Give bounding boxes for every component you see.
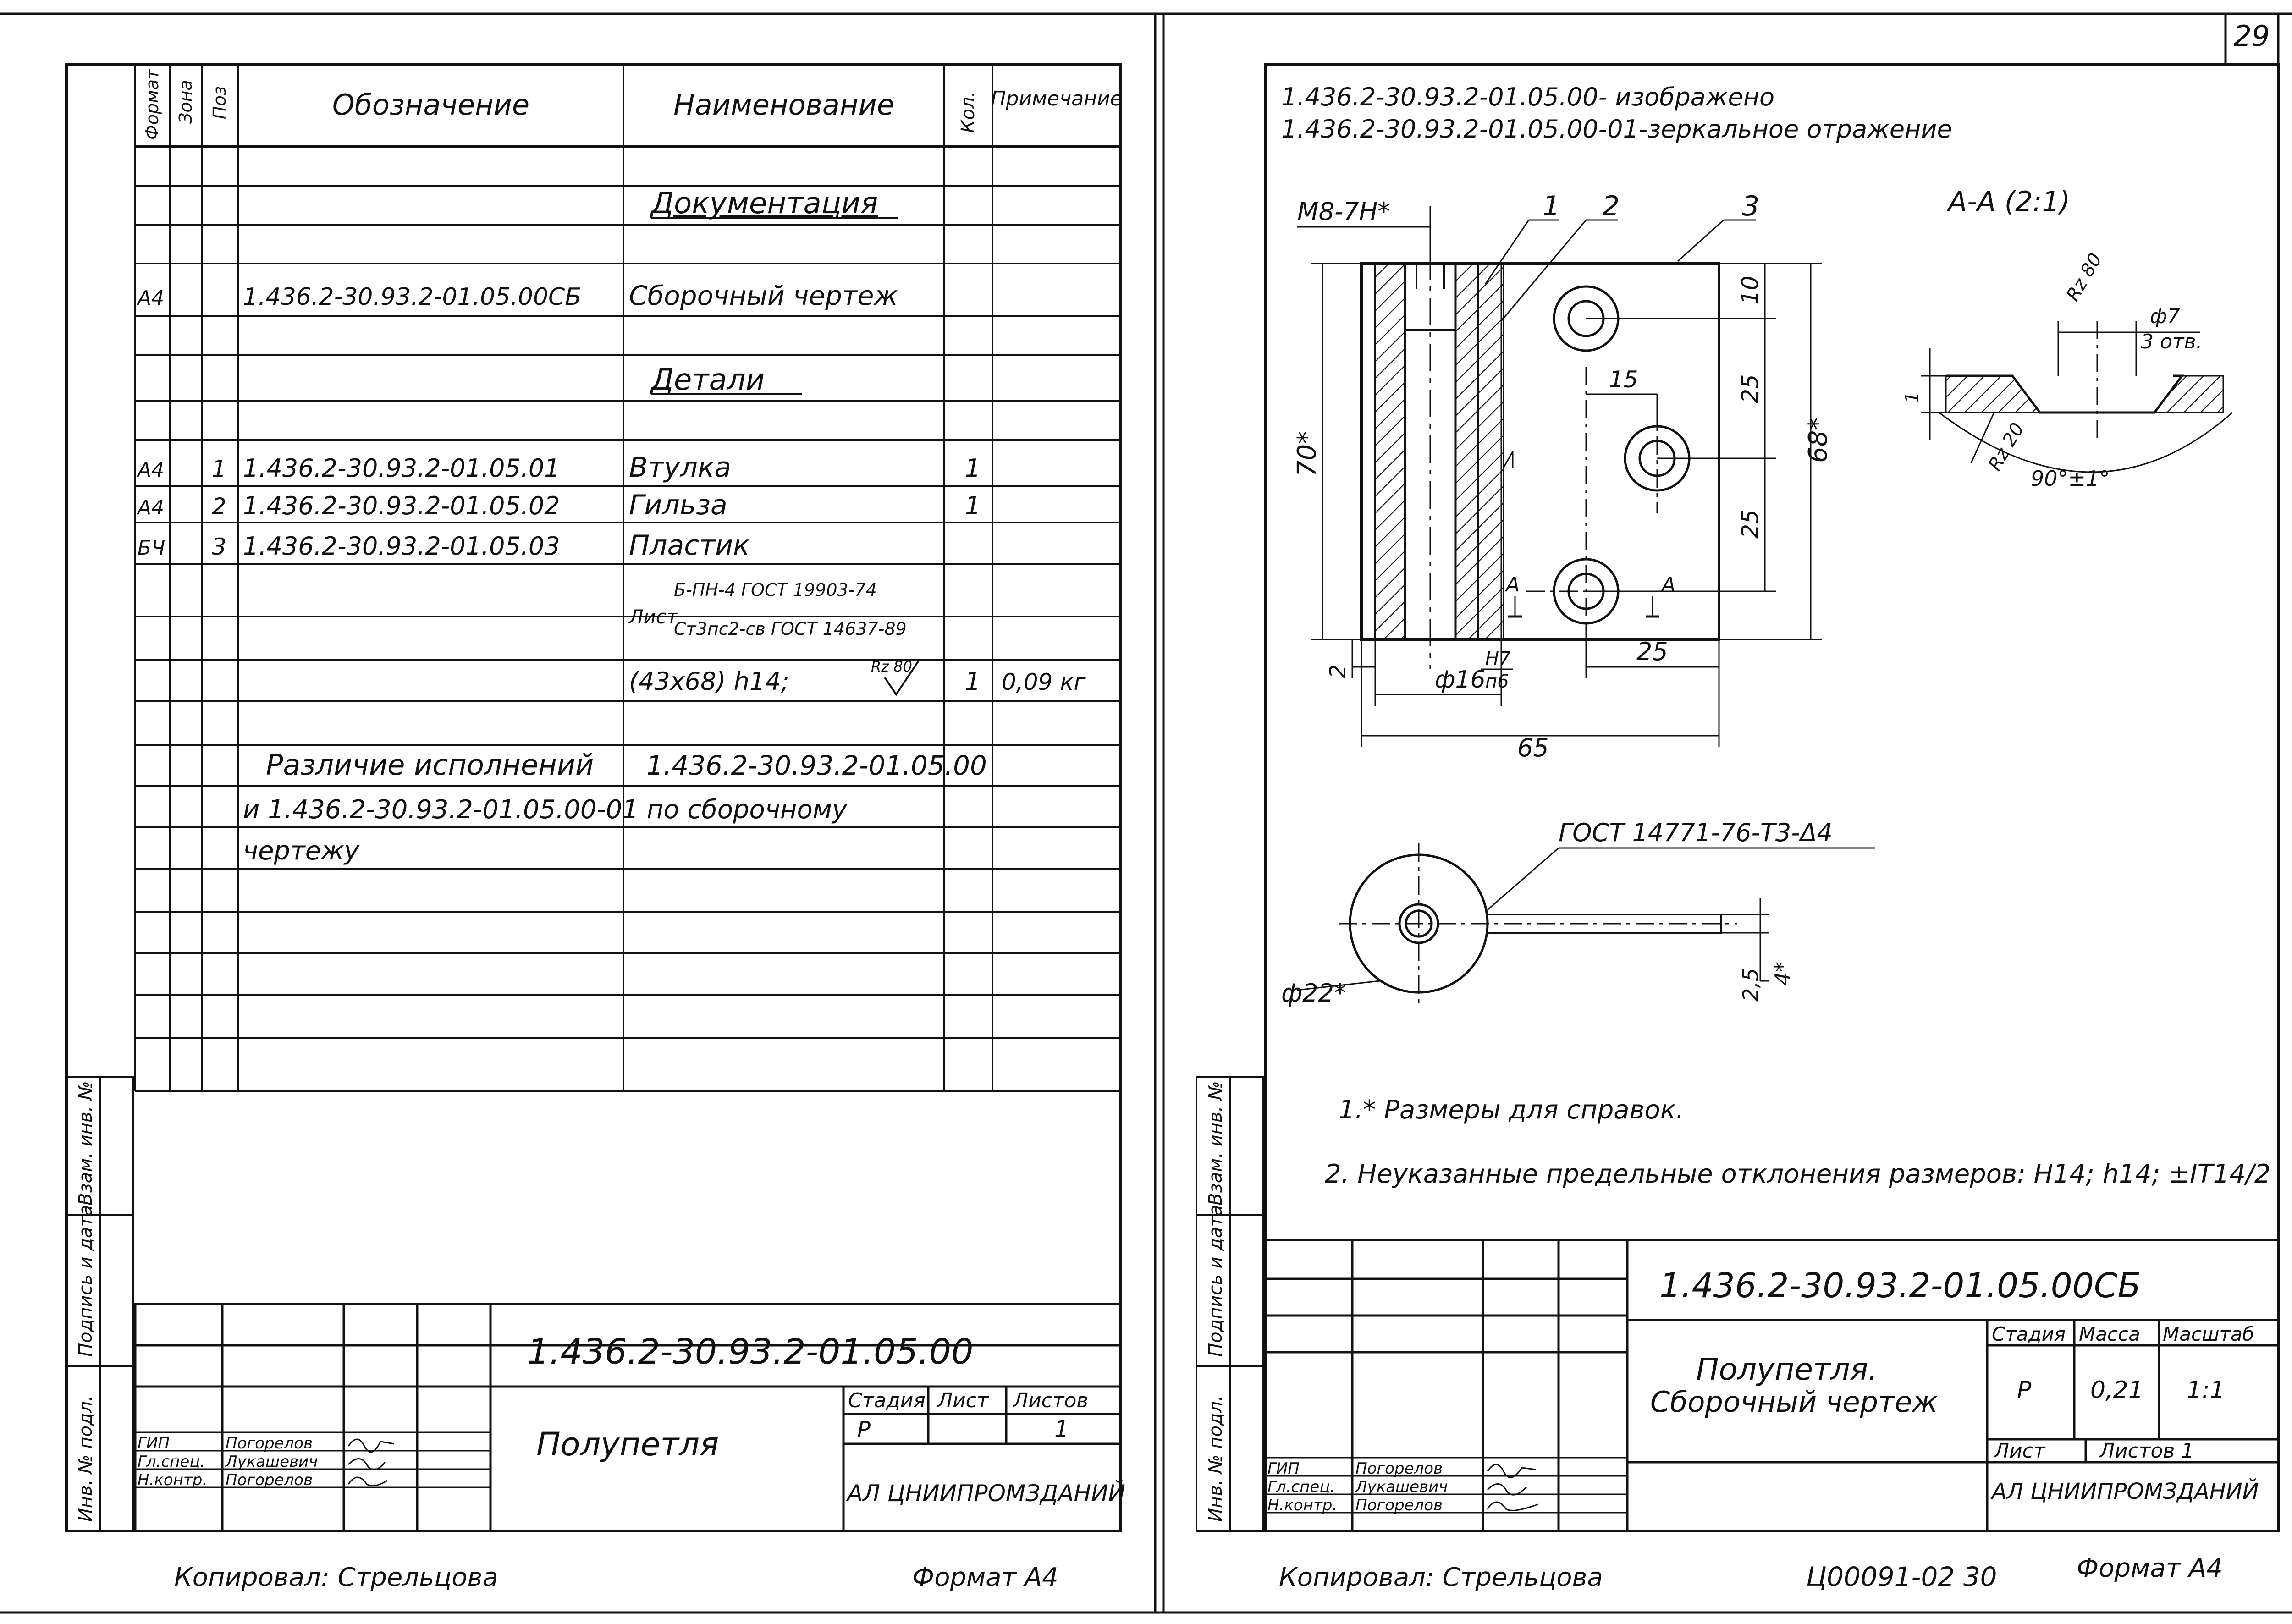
left-stage-label: Стадия — [848, 1389, 926, 1412]
part-name: Гильза — [629, 489, 727, 521]
part-designation: 1.436.2-30.93.2-01.05.02 — [243, 491, 560, 520]
right-drawing-name-2: Сборочный чертеж — [1650, 1385, 1938, 1419]
left-role-1: ГИП — [138, 1434, 170, 1453]
header-note: Примечание — [991, 87, 1123, 110]
side-label-replace: Взам. инв. № — [75, 1081, 96, 1206]
left-stage: Р — [857, 1417, 871, 1442]
right-person-3: Погорелов — [1355, 1496, 1443, 1514]
thread-label: М8-7Н* — [1297, 197, 1390, 226]
page-number: 29 — [2233, 19, 2270, 53]
leader-2: 2 — [1602, 190, 1620, 222]
weld-label: ГОСТ 14771-76-Т3-Δ4 — [1559, 818, 1833, 847]
section-rz-bottom: Rz 20 — [1984, 419, 2028, 474]
doc-name: Сборочный чертеж — [629, 280, 898, 311]
section-rz-top: Rz 80 — [2062, 249, 2106, 305]
material-line3: (43х68) h14; — [629, 667, 789, 696]
left-signatures — [348, 1439, 394, 1486]
dim-2-5: 2,5 — [1738, 968, 1763, 1002]
right-role-2: Гл.спец. — [1267, 1478, 1335, 1496]
right-side-label-signature: Подпись и дата — [1205, 1205, 1226, 1357]
header-name: Наименование — [673, 88, 894, 121]
right-person-1: Погорелов — [1355, 1459, 1443, 1478]
dim-65: 65 — [1517, 733, 1549, 762]
right-sheet-label: Лист — [1994, 1439, 2045, 1463]
right-role-1: ГИП — [1267, 1459, 1300, 1478]
material-line1: Б-ПН-4 ГОСТ 19903-74 — [674, 580, 877, 600]
part-row — [136, 451, 981, 484]
leader-1: 1 — [1543, 190, 1560, 222]
part-qty: 1 — [965, 454, 981, 483]
right-scale: 1:1 — [2187, 1376, 2225, 1404]
doc-designation: 1.436.2-30.93.2-01.05.00СБ — [243, 283, 582, 311]
section-depth: 1 — [1902, 391, 1923, 403]
dim-fit: ф16 — [1435, 666, 1486, 694]
header-designation: Обозначение — [332, 88, 530, 121]
right-mass: 0,21 — [2090, 1376, 2143, 1404]
header-format: Формат — [142, 69, 162, 140]
right-format: Формат А4 — [2077, 1553, 2223, 1583]
part-qty: 1 — [965, 491, 981, 520]
left-role-3: Н.контр. — [138, 1471, 208, 1489]
note-2: 2. Неуказанные предельные отклонения размеров: Н14; h14; ±IT14/2 — [1325, 1159, 2271, 1189]
part-designation: 1.436.2-30.93.2-01.05.03 — [243, 532, 560, 561]
difference-line1a: Различие исполнений — [266, 748, 594, 782]
main-view — [1361, 206, 1719, 669]
side-label-inventory: Инв. № подл. — [75, 1395, 96, 1522]
right-header-2: 1.436.2-30.93.2-01.05.00-01-зеркальное отражение — [1281, 115, 1952, 143]
spec-table-grid — [135, 64, 1121, 1091]
dim-25a: 25 — [1737, 374, 1763, 403]
right-sheets-label: Листов 1 — [2099, 1439, 2194, 1463]
right-side-label-replace: Взам. инв. № — [1205, 1081, 1226, 1206]
part-name: Пластик — [629, 529, 750, 562]
left-drawing-code: 1.436.2-30.93.2-01.05.00 — [527, 1331, 974, 1372]
right-drawing-code: 1.436.2-30.93.2-01.05.00СБ — [1659, 1266, 2141, 1305]
left-person-2: Лукашевич — [226, 1453, 318, 1471]
part-designation: 1.436.2-30.93.2-01.05.01 — [243, 454, 560, 483]
header-qty: Кол. — [958, 91, 979, 133]
doc-format: А4 — [138, 286, 165, 310]
side-label-signature: Подпись и дата — [75, 1205, 96, 1357]
section-title: А-А (2:1) — [1948, 186, 2071, 218]
roughness-symbol: Rz 80 — [871, 658, 912, 675]
part-name: Втулка — [629, 451, 731, 484]
hole-circles — [1526, 286, 1689, 655]
left-role-2: Гл.спец. — [138, 1453, 205, 1471]
right-header-1: 1.436.2-30.93.2-01.05.00- изображено — [1281, 83, 1775, 111]
left-format: Формат А4 — [912, 1563, 1058, 1592]
right-copied-by: Копировал: Стрельцова — [1279, 1563, 1603, 1592]
left-person-1: Погорелов — [226, 1434, 313, 1453]
part-row — [136, 489, 981, 521]
part-row — [138, 529, 749, 562]
note-1: 1.* Размеры для справок. — [1339, 1095, 1684, 1125]
dim-70: 70* — [1292, 431, 1322, 477]
right-stage-label: Стадия — [1992, 1323, 2066, 1345]
dim-d22: ф22* — [1281, 979, 1346, 1007]
part-format: А4 — [138, 496, 165, 519]
section-documentation: Документация — [651, 187, 878, 220]
section-holes-count: 3 отв. — [2141, 330, 2203, 353]
left-copied-by: Копировал: Стрельцова — [174, 1563, 498, 1592]
part-format: БЧ — [138, 536, 165, 560]
dim-fit-down: п6 — [1485, 671, 1509, 692]
difference-line2: и 1.436.2-30.93.2-01.05.00-01 по сборочному — [243, 795, 848, 825]
dim-fit-up: Н7 — [1485, 648, 1511, 669]
left-sheet-label: Лист — [937, 1389, 989, 1412]
dim-10: 10 — [1737, 275, 1763, 305]
right-scale-label: Масштаб — [2163, 1323, 2254, 1345]
right-drawing-name-1: Полупетля. — [1696, 1352, 1878, 1387]
left-sheets: 1 — [1054, 1416, 1069, 1442]
dim-25b: 25 — [1737, 509, 1763, 539]
section-details: Детали — [651, 363, 765, 397]
right-role-3: Н.контр. — [1267, 1496, 1338, 1514]
section-angle: 90°±1° — [2031, 466, 2110, 491]
right-mass-label: Масса — [2079, 1323, 2140, 1345]
part-pos: 3 — [212, 534, 226, 560]
cut-mark-right: А — [1662, 573, 1676, 596]
left-org: АЛ ЦНИИПРОМЗДАНИЙ — [847, 1480, 1125, 1507]
header-zone: Зона — [176, 80, 196, 124]
dim-68: 68* — [1803, 417, 1833, 463]
left-person-3: Погорелов — [226, 1471, 313, 1489]
dim-4: 4* — [1770, 961, 1795, 985]
right-person-2: Лукашевич — [1355, 1478, 1448, 1496]
difference-line3: чертежу — [243, 836, 359, 866]
part-format: А4 — [138, 458, 165, 482]
right-org: АЛ ЦНИИПРОМЗДАНИЙ — [1992, 1479, 2259, 1504]
right-signatures — [1488, 1464, 1538, 1510]
right-stage: Р — [2017, 1376, 2032, 1404]
material-qty: 1 — [965, 667, 981, 696]
right-side-label-inventory: Инв. № подл. — [1205, 1395, 1226, 1522]
material-line2: Ст3пс2-св ГОСТ 14637-89 — [674, 619, 907, 639]
dim-2: 2 — [1325, 664, 1351, 678]
material-mass: 0,09 кг — [1002, 669, 1086, 695]
material-list-label: Лист — [629, 606, 678, 628]
section-hole: ф7 — [2150, 305, 2180, 328]
part-pos: 2 — [212, 493, 226, 520]
archive-stamp: Ц00091-02 30 — [1806, 1561, 1997, 1592]
left-drawing-name: Полупетля — [536, 1426, 719, 1463]
dim-25c: 25 — [1636, 637, 1668, 666]
part-pos: 1 — [212, 456, 226, 482]
leader-3: 3 — [1742, 190, 1760, 222]
difference-line1b: 1.436.2-30.93.2-01.05.00 — [646, 750, 987, 781]
header-pos: Поз — [209, 86, 230, 119]
dim-15: 15 — [1609, 366, 1638, 393]
left-sheets-label: Листов — [1013, 1389, 1089, 1412]
cut-mark-left: А — [1506, 573, 1520, 596]
